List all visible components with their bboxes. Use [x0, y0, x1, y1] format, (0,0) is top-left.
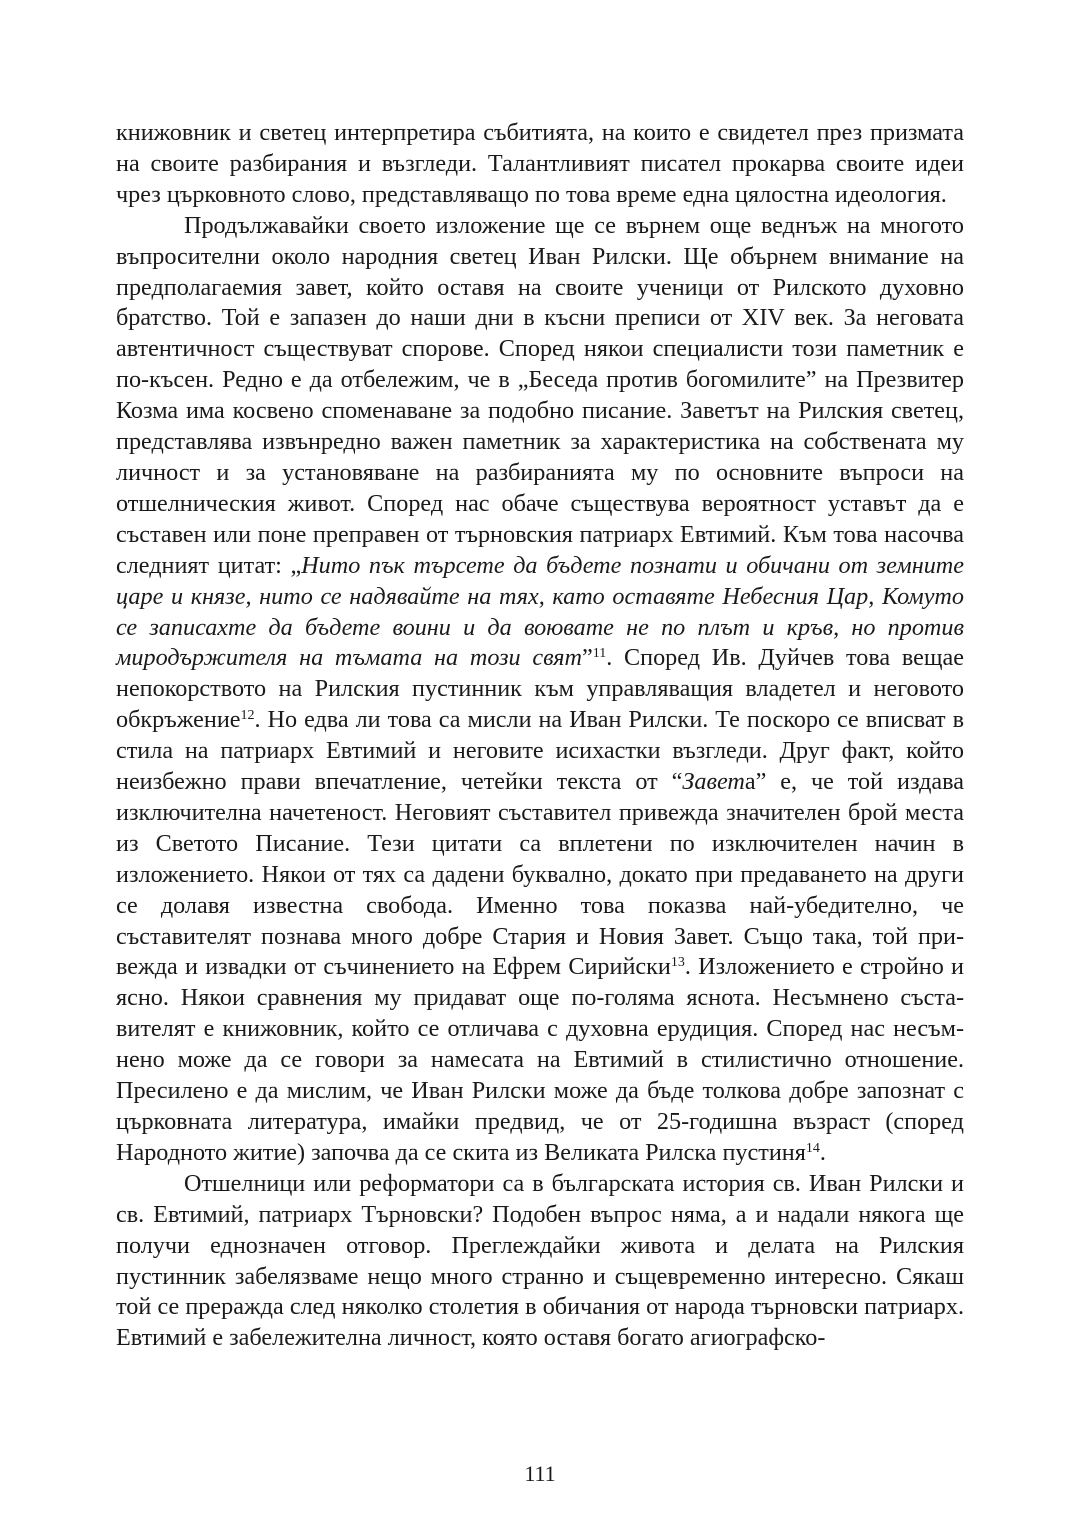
footnote-ref-14: 14	[805, 1140, 820, 1156]
paragraph-2-text-d: . Изложението е стройно и ясно. Някои сравнения му придават още по-голяма яснота. Несъмнено съставителят е книжовник, който се отличава с духовна ерудиция. Според нас несъмнено може да се говори за намесата на Евтимий в стилистично отношение. Пресилено е да мислим, че Иван Рилски може да бъде толкова добре запознат с църковната литература, имайки предвид, че от 25-годишна възраст (според Народното житие) започва да се скита из Великата Рилска пустиня	[116, 953, 964, 1166]
paragraph-1	[116, 118, 964, 211]
paragraph-1-text: книжовник и светец интерпретира събитията, на които е свидетел през призмата на своите разбирания и възгледи. Талантливият писател прокарва своите идеи чрез църковното слово, представляващо по това време една цялостна идеология.	[116, 119, 964, 208]
paragraph-3-text: Отшелници или реформатори са в българската история св. Иван Рилски и св. Евтимий, патриарх Търновски? Подобен въпрос няма, а и надали някога ще получи еднозначен отговор. Преглеждайки живота и делата на Рилския пустинник забелязваме нещо много странно и същевременно интересно. Сякаш той се преражда след няколко столетия в обичания от народа търновски патриарх. Евтимий е забележителна личност, която оставя богато агиографско-	[116, 1169, 964, 1352]
footnote-ref-11: 11	[592, 646, 607, 662]
page-body	[116, 118, 964, 1354]
paragraph-2-text-b: . Според Ив. Дуйчев това вещае непокорството на Рилския пустинник към управляващия владетел и неговото обкръжение	[116, 644, 965, 734]
footnote-ref-13: 13	[670, 955, 685, 971]
page-number: 111	[524, 1461, 556, 1486]
paragraph-2	[116, 211, 964, 1169]
paragraph-2-text-a: Продължавайки своето изложение ще се върнем още веднъж на многото въпросителни около народния светец Иван Рилски. Ще обърнем внимание на предполагаемия завет, който оставя на своите ученици от Рилското духовно братство. Той е запазен до наши дни в късни преписи от XIV век. За неговата автентичност съществуват спорове. Според някои специалисти този паметник е по-късен. Редно е да отбележим, че в „Беседа против богомилите” на Презвитер Козма има косвено споменаване за подобно писание. Заветът на Рилския светец, представлява извънредно важен паметник за характеристика на собствената му личност и за установяване на разбиранията му по основните въпроси на отшелническия живот. Според нас обаче съществува вероятност уставът да е съставен или поне преправен от търновския патриарх Евтимий. Към това насочва следният цитат: „	[116, 211, 964, 579]
quotation-close: ”	[582, 644, 593, 672]
paragraph-2-text-e: .	[819, 1138, 826, 1166]
footnote-ref-12: 12	[240, 708, 255, 724]
paragraph-3	[116, 1169, 964, 1354]
zaveta-rest: а” е, че той издава изключителна начетеност. Неговият съставител привежда значителен брой места из Светото Писание. Тези цитати са вплетени по изключителен начин в изложението. Някои от тях са дадени буквално, докато при предаването на други се долавя известна свобода. Именно това показва най-убедително, че съставителят познава много добре Стария и Новия Завет. Също така, той привежда и извадки от съчинението на Ефрем Сирийски	[116, 768, 964, 981]
paragraph-2-text-c: . Но едва ли това са мисли на Иван Рилски. Те поскоро се вписват в стила на патриарх Евтимий и неговите исихастки възгледи. Друг факт, който неизбежно прави впечатление, четейки текста от “	[116, 706, 964, 796]
quotation-italic: Нито пък търсете да бъдете познати и обичани от земните царе и князе, нито се надявайте на тях, като оставяте Небесния Цар, Комуто се записахте да бъдете воини и да воювате не по плът и кръв, но против миродържителя на тъмата на този свят	[116, 551, 964, 672]
zaveta-italic: Завет	[682, 768, 745, 796]
